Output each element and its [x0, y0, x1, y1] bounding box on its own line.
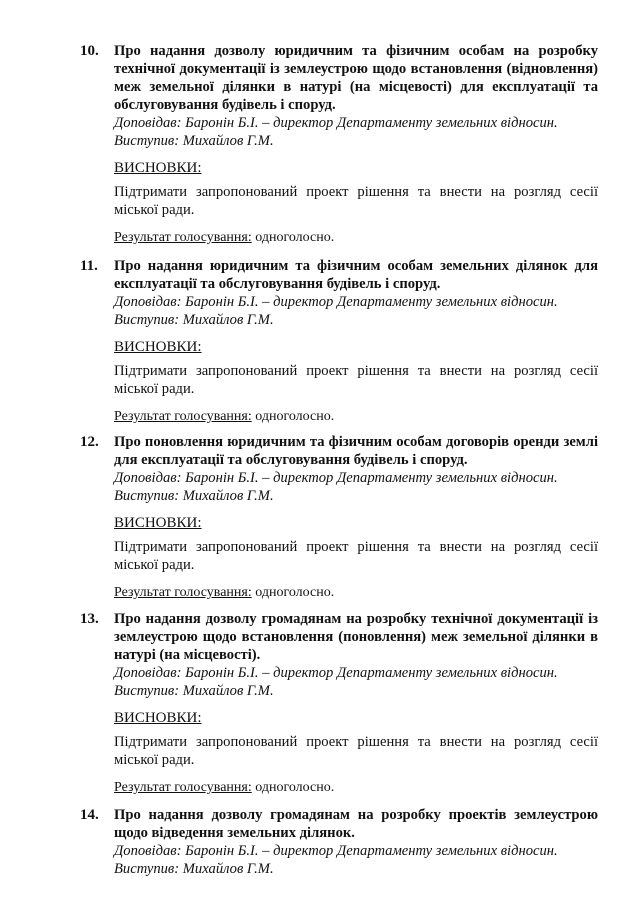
item-title: Про надання дозволу громадянам на розробку технічної документації із землеустрою щодо встановлення (поновлення) меж земельної ділянки в натурі (на місцевості).	[114, 611, 598, 663]
vote-result	[114, 779, 598, 797]
vote-label: Результат голосування:	[114, 585, 252, 600]
agenda-item-13	[80, 610, 598, 797]
item-title: Про надання юридичним та фізичним особам земельних ділянок для експлуатації та обслуговування будівель і споруд.	[114, 258, 598, 292]
speaker-line: Доповідав: Баронін Б.І. – директор Департаменту земельних відносин.	[114, 665, 558, 681]
item-number: 12.	[80, 434, 99, 450]
item-title: Про поновлення юридичним та фізичним особам договорів оренди землі для експлуатації та обслуговування будівель і споруд.	[114, 434, 598, 468]
speaker-line: Доповідав: Баронін Б.І. – директор Департаменту земельних відносин.	[114, 294, 558, 310]
agenda-item-12	[80, 433, 598, 602]
presenter-line: Виступив: Михайлов Г.М.	[114, 683, 274, 699]
item-title: Про надання дозволу громадянам на розробку проектів землеустрою щодо відведення земельних ділянок.	[114, 807, 598, 841]
conclusions-heading: ВИСНОВКИ:	[114, 710, 202, 726]
vote-result	[114, 229, 598, 247]
speaker-line: Доповідав: Баронін Б.І. – директор Департаменту земельних відносин.	[114, 115, 558, 131]
vote-value: одноголосно.	[251, 230, 335, 245]
item-title: Про надання дозволу юридичним та фізичним особам на розробку технічної документації із землеустрою щодо встановлення (відновлення) меж земельної ділянки в натурі (на місцевості) для експлуатації та обслуговування будівель і споруд.	[114, 43, 598, 113]
agenda-item-11	[80, 257, 598, 426]
agenda-item-14	[80, 806, 598, 878]
conclusion-text: Підтримати запропонований проект рішення та внести на розгляд сесії міської ради.	[114, 734, 598, 768]
presenter-line: Виступив: Михайлов Г.М.	[114, 312, 274, 328]
vote-value: одноголосно.	[251, 585, 335, 600]
agenda-item-10	[80, 42, 598, 247]
vote-value: одноголосно.	[251, 780, 335, 795]
vote-label: Результат голосування:	[114, 409, 252, 424]
vote-result	[114, 584, 598, 602]
conclusion-text: Підтримати запропонований проект рішення та внести на розгляд сесії міської ради.	[114, 184, 598, 218]
item-number: 14.	[80, 807, 99, 823]
conclusion-text: Підтримати запропонований проект рішення та внести на розгляд сесії міської ради.	[114, 539, 598, 573]
conclusions-heading: ВИСНОВКИ:	[114, 160, 202, 176]
vote-result	[114, 408, 598, 426]
item-number: 11.	[80, 258, 98, 274]
presenter-line: Виступив: Михайлов Г.М.	[114, 133, 274, 149]
presenter-line: Виступив: Михайлов Г.М.	[114, 861, 274, 877]
conclusions-heading: ВИСНОВКИ:	[114, 339, 202, 355]
item-number: 10.	[80, 43, 99, 59]
item-number: 13.	[80, 611, 99, 627]
vote-label: Результат голосування:	[114, 230, 252, 245]
conclusion-text: Підтримати запропонований проект рішення та внести на розгляд сесії міської ради.	[114, 363, 598, 397]
presenter-line: Виступив: Михайлов Г.М.	[114, 488, 274, 504]
speaker-line: Доповідав: Баронін Б.І. – директор Департаменту земельних відносин.	[114, 470, 558, 486]
conclusions-heading: ВИСНОВКИ:	[114, 515, 202, 531]
speaker-line: Доповідав: Баронін Б.І. – директор Департаменту земельних відносин.	[114, 843, 558, 859]
vote-value: одноголосно.	[251, 409, 335, 424]
vote-label: Результат голосування:	[114, 780, 252, 795]
